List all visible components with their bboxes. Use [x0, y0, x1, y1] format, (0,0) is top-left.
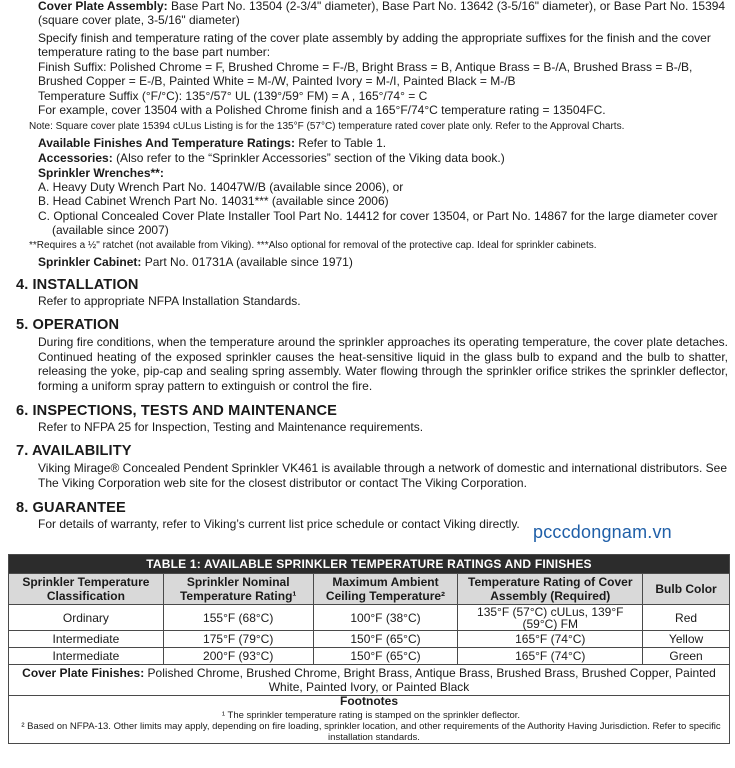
section-heading-inspections: 6. INSPECTIONS, TESTS AND MAINTENANCE: [16, 403, 338, 419]
accessories: [0, 151, 735, 165]
column-header: Sprinkler Nominal Temperature Rating¹: [163, 574, 313, 605]
temperature-ratings-table: [8, 554, 730, 744]
column-header: Maximum Ambient Ceiling Temperature²: [313, 574, 458, 605]
available-finishes-text: Refer to Table 1.: [298, 136, 387, 150]
footnote: ¹ The sprinkler temperature rating is stamped on the sprinkler deflector.: [221, 710, 521, 721]
table-cell: Yellow: [643, 631, 730, 648]
table-cell: 175°F (79°C): [163, 631, 313, 648]
finish-suffix: Finish Suffix: Polished Chrome = F, Brushed Chrome = F-/B, Bright Brass = B, Antique Brass = B-/A, Brushed Brass = B-/B, Brushed Copper = E-/B, Painted White = M-/W, Painted Ivory = M-/I, Painted Black = M-/B: [38, 60, 693, 89]
section-heading-installation: 4. INSTALLATION: [16, 277, 139, 293]
wrench-item: B. Head Cabinet Wrench Part No. 14031*** (available since 2006): [38, 194, 389, 208]
wrench-item: C. Optional Concealed Cover Plate Installer Tool Part No. 14412 for cover 13504, or Part No. 14867 for the large diameter cover (available since 2007): [38, 209, 718, 238]
section-body-guarantee: For details of warranty, refer to Viking’s current list price schedule or contact Viking directly.: [38, 517, 520, 531]
watermark-text: pcccdongnam.vn: [533, 522, 672, 542]
section-body-operation: During fire conditions, when the temperature around the sprinkler approaches its operating temperature, the cover plate detaches. Continued heating of the exposed sprinkler causes the heat-sensitive liquid in the glass bulb to expand and the bulb to shatter, releasing the yoke, pip-cap and sealing spring assembly. Water flowing through the sprinkler orifice strikes the sprinkler deflector, forming a uniform spray pattern to extinguish or control the fire.: [38, 335, 728, 393]
cover-plate-text: Base Part No. 13504 (2-3/4" diameter), Base Part No. 13642 (3-5/16" diameter), or Base Part No. 15394 (square cover plate, 3-5/16" diameter): [38, 0, 726, 28]
square-cover-note: Note: Square cover plate 15394 cULus Listing is for the 135°F (57°C) temperature rated cover plate only. Refer to the Approval Charts.: [29, 121, 625, 132]
column-header: Sprinkler Temperature Classification: [9, 574, 164, 605]
wrench-item: A. Heavy Duty Wrench Part No. 14047W/B (available since 2006), or: [38, 180, 404, 194]
finishes-text: Polished Chrome, Brushed Chrome, Bright Brass, Antique Brass, Brushed Brass, Brushed Copper, Painted White, Painted Ivory, or Painted Black: [147, 666, 716, 694]
cabinet-label: Sprinkler Cabinet:: [38, 255, 142, 269]
available-finishes-label: Available Finishes And Temperature Ratings:: [38, 136, 295, 150]
table-row: [9, 631, 730, 648]
table-cell: 100°F (38°C): [313, 605, 458, 631]
column-header: Bulb Color: [643, 574, 730, 605]
cover-plate-assembly: [0, 0, 735, 28]
table-cell: 155°F (68°C): [163, 605, 313, 631]
section-heading-operation: 5. OPERATION: [16, 317, 120, 333]
table-cell: Intermediate: [9, 631, 164, 648]
footnote: ² Based on NFPA-13. Other limits may apply, depending on fire loading, sprinkler location, and other requirements of the Authority Having Jurisdiction. Refer to specific installation standards.: [21, 721, 721, 743]
temperature-suffix: Temperature Suffix (°F/°C): 135°/57° UL (139°/59° FM) = A , 165°/74° = C: [38, 89, 428, 103]
table-cell: 150°F (65°C): [313, 631, 458, 648]
accessories-label: Accessories:: [38, 151, 113, 165]
section-heading-guarantee: 8. GUARANTEE: [16, 500, 126, 516]
finishes-label: Cover Plate Finishes:: [22, 666, 145, 680]
table-title: TABLE 1: AVAILABLE SPRINKLER TEMPERATURE RATINGS AND FINISHES: [9, 555, 730, 574]
table-cell: 165°F (74°C): [458, 648, 643, 665]
table-cell: Green: [643, 648, 730, 665]
available-finishes: [0, 136, 735, 150]
table-cell: Ordinary: [9, 605, 164, 631]
sprinkler-cabinet: [0, 255, 735, 269]
table-cell: 200°F (93°C): [163, 648, 313, 665]
footnotes-title: Footnotes: [340, 694, 398, 708]
cover-plate-label: Cover Plate Assembly:: [38, 0, 168, 13]
table-cell: Intermediate: [9, 648, 164, 665]
cabinet-text: Part No. 01731A (available since 1971): [144, 255, 353, 269]
section-body-inspections: Refer to NFPA 25 for Inspection, Testing and Maintenance requirements.: [38, 420, 424, 434]
table-row: [9, 605, 730, 631]
table-cell: 135°F (57°C) cULus, 139°F (59°C) FM: [458, 605, 643, 631]
section-body-installation: Refer to appropriate NFPA Installation Standards.: [38, 294, 301, 308]
wrench-note: **Requires a ½" ratchet (not available from Viking). ***Also optional for removal of the protective cap. Ideal for sprinkler cabinets.: [29, 240, 597, 251]
table-cell: 150°F (65°C): [313, 648, 458, 665]
cover-plate-finishes-row: [9, 665, 730, 696]
section-body-availability: Viking Mirage® Concealed Pendent Sprinkler VK461 is available through a network of domestic and international distributors. See The Viking Corporation web site for the closest distributor or contact The Viking Corporation.: [38, 461, 728, 490]
table-cell: Red: [643, 605, 730, 631]
table-cell: 165°F (74°C): [458, 631, 643, 648]
column-header: Temperature Rating of Cover Assembly (Required): [458, 574, 643, 605]
wrenches-label: Sprinkler Wrenches**:: [38, 166, 164, 180]
cover-example: For example, cover 13504 with a Polished Chrome finish and a 165°F/74°C temperature rating = 13504FC.: [38, 103, 606, 117]
section-heading-availability: 7. AVAILABILITY: [16, 443, 132, 459]
accessories-text: (Also refer to the “Sprinkler Accessories” section of the Viking data book.): [116, 151, 505, 165]
cover-plate-specify: Specify finish and temperature rating of the cover plate assembly by adding the appropriate suffixes for the finish and the cover temperature rating to the base part number:: [38, 31, 711, 60]
table-row: [9, 648, 730, 665]
footnotes-row: [9, 696, 730, 744]
